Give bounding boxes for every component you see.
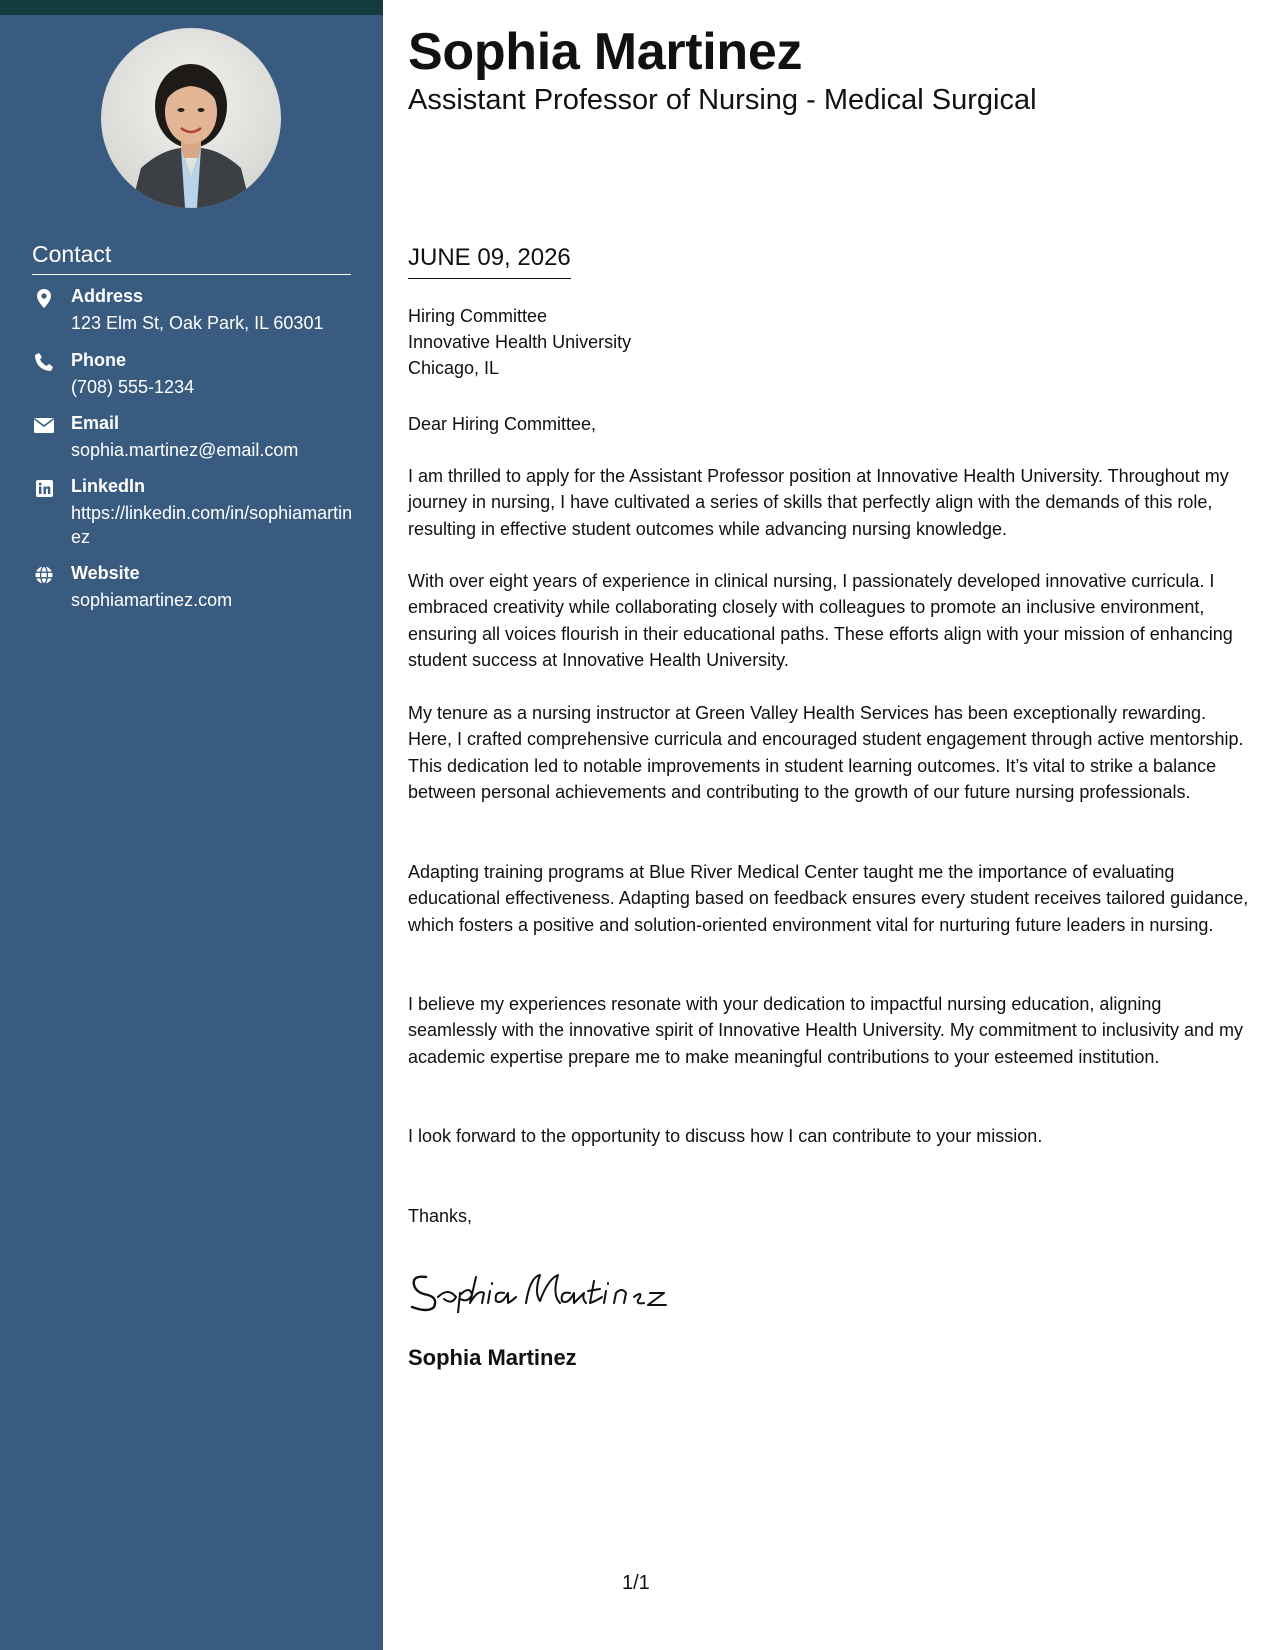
letter-date: JUNE 09, 2026 — [408, 244, 571, 279]
closing — [408, 1203, 1253, 1229]
linkedin-value[interactable]: https://linkedin.com/in/sophiamartinez — [71, 503, 353, 547]
paragraph-text: I am thrilled to apply for the Assistant Professor position at Innovative Health University. Throughout my journey in nursing, I have cultivated a series of skills that perfectly align with the demands of this role, resulting in effective student outcomes while advancing nursing knowledge. — [408, 466, 1229, 539]
paragraph-text: Adapting training programs at Blue River Medical Center taught me the importance of evaluating educational effectiveness. Adapting based on feedback ensures every student receives tailored guidance, which fosters a positive and solution-oriented environment vital for nurturing future leaders in nursing. — [408, 862, 1249, 935]
paragraph-text: My tenure as a nursing instructor at Green Valley Health Services has been exceptionally rewarding. Here, I crafted comprehensive curricula and encouraged student engagement through active mentorship. This dedication led to notable improvements in student learning outcomes. It’s vital to strike a balance between personal achievements and contributing to the growth of our future nursing professionals. — [408, 703, 1244, 802]
letter-paragraph — [408, 1123, 1253, 1149]
recipient-line: Innovative Health University — [408, 332, 632, 352]
paragraph-text: I believe my experiences resonate with your dedication to impactful nursing education, aligning seamlessly with the innovative spirit of Innovative Health University. My commitment to inclusivity and my academic expertise prepare me to make meaningful contributions to your esteemed institution. — [408, 994, 1243, 1067]
sidebar-top-bar — [0, 0, 383, 15]
profile-photo — [101, 28, 281, 208]
paragraph-text: I look forward to the opportunity to discuss how I can contribute to your mission. — [408, 1126, 1043, 1146]
map-pin-icon — [32, 288, 56, 308]
email-value[interactable]: sophia.martinez@email.com — [71, 440, 299, 460]
salutation-text: Dear Hiring Committee, — [408, 414, 597, 434]
page-number: 1/1 — [622, 1572, 650, 1594]
paragraph-text: With over eight years of experience in clinical nursing, I passionately developed innovative curricula. I embraced creativity while collaborating closely with colleagues to promote an inclusive environment, ensuring all voices flourish in their educational paths. These efforts align with your mission of enhancing student success at Innovative Health University. — [408, 571, 1233, 670]
signer-name: Sophia Martinez — [408, 1345, 577, 1370]
letter-paragraph — [408, 700, 1253, 805]
phone-value: (708) 555-1234 — [71, 377, 195, 397]
job-title: Assistant Professor of Nursing - Medical Surgical — [408, 84, 1037, 116]
letter-paragraph — [408, 991, 1253, 1070]
handwritten-signature — [408, 1263, 678, 1318]
recipient-block — [408, 303, 631, 381]
address-value: 123 Elm St, Oak Park, IL 60301 — [71, 313, 324, 333]
linkedin-label: LinkedIn — [71, 476, 146, 496]
recipient-line: Chicago, IL — [408, 358, 500, 378]
globe-icon — [32, 565, 56, 585]
recipient-line: Hiring Committee — [408, 306, 548, 326]
phone-icon — [32, 352, 56, 372]
phone-label: Phone — [71, 350, 127, 370]
contact-heading: Contact — [32, 241, 351, 275]
sidebar — [0, 0, 383, 1650]
website-value[interactable]: sophiamartinez.com — [71, 590, 233, 610]
linkedin-icon — [32, 478, 56, 498]
website-label: Website — [71, 563, 140, 583]
envelope-icon — [32, 415, 56, 435]
letter-paragraph — [408, 859, 1253, 938]
address-label: Address — [71, 286, 144, 306]
salutation — [408, 411, 1253, 437]
applicant-name: Sophia Martinez — [408, 23, 803, 81]
letter-paragraph — [408, 568, 1253, 673]
closing-text: Thanks, — [408, 1206, 473, 1226]
letter-paragraph — [408, 463, 1253, 542]
email-label: Email — [71, 413, 120, 433]
